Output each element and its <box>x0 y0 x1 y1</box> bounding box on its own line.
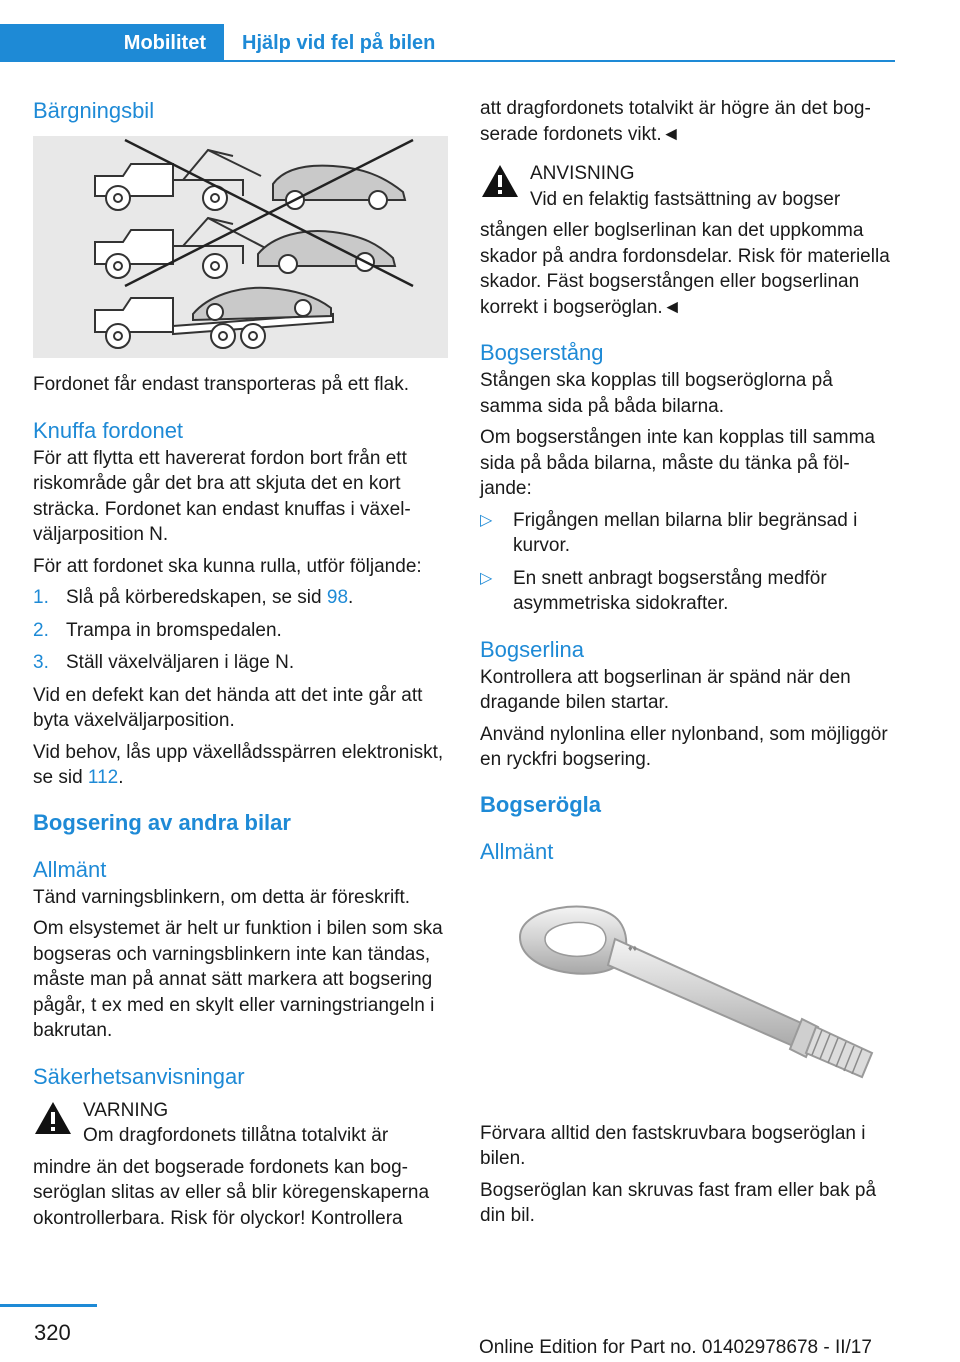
header-divider <box>224 60 895 62</box>
warning-text: mindre än det bogserade fordonets kan bogseröglan slitas av eller så blir köregenskaperna okontrollerbara. Risk för olyckor! Kontrollera <box>33 1156 430 1229</box>
section-title-allmant: Allmänt <box>33 856 107 882</box>
notice-text: stången eller boglserlinan kan det uppkomma skador på andra fordonsdelar. Risk för materiella skador. Fäst bogserstången eller bogserlinan korrekt i bogseröglan.◄ <box>480 220 890 318</box>
step-number: 3. <box>33 652 49 673</box>
bullet-triangle-icon: ▷ <box>480 569 493 587</box>
step-item <box>33 650 448 676</box>
warning-continuation: att dragfordonets totalvikt är högre än det bogserade fordonets vikt.◄ <box>480 98 871 145</box>
bullet-text: Frigången mellan bilarna blir begränsad i kurvor. <box>513 509 858 556</box>
bogserstang-paragraph-1: Stången ska kopplas till bogseröglorna på samma sida på båda bilarna. <box>480 370 833 417</box>
step-number: 2. <box>33 619 49 641</box>
bogserstang-bullets <box>480 508 895 617</box>
section-title-knuffa: Knuffa fordonet <box>33 417 184 443</box>
step-text: Slå på körberedskapen, se sid <box>66 587 327 608</box>
knuffa-paragraph-2: För att fordonet ska kunna rulla, utför följande: <box>33 555 422 577</box>
step-number: 1. <box>33 587 49 608</box>
left-column <box>33 96 448 1237</box>
tab-mobilitet-label: Mobilitet <box>123 32 206 54</box>
step-text: Ställ växelväljaren i läge N. <box>66 652 295 673</box>
allmant-paragraph-1: Tänd varningsblinkern, om detta är föreskrift. <box>33 886 411 908</box>
bogserstang-paragraph-2: Om bogserstången inte kan kopplas till samma sida på båda bilarna, måste du tänka på följande: <box>480 427 875 499</box>
section-title-bargningsbil: Bärgningsbil <box>33 98 155 123</box>
svg-text:♦♦: ♦♦ <box>628 942 638 953</box>
step-item <box>33 585 448 611</box>
notice-first-line: Vid en felaktig fastsättning av bogser <box>530 188 841 210</box>
warning-first-line: Om dragfordonets tillåtna totalvikt är <box>83 1125 389 1146</box>
tow-truck-illustration <box>33 136 448 358</box>
warning-block <box>33 1098 448 1149</box>
knuffa-steps <box>33 585 448 676</box>
step-text-end: . <box>348 587 354 608</box>
page-link-98[interactable]: 98 <box>326 587 349 608</box>
towing-eye-drawing <box>480 887 895 1107</box>
page-header <box>0 24 895 62</box>
bogserlina-paragraph-1: Kontrollera att bogserlinan är spänd när den dragande bilen startar. <box>480 666 851 713</box>
bogserlina-paragraph-2: Använd nylonlina eller nylonband, som möjliggör en ryckfri bogsering. <box>480 723 888 770</box>
notice-triangle-icon <box>480 163 520 199</box>
section-title-bogsering: Bogsering av andra bilar <box>33 809 291 835</box>
section-title-bogserogla: Bogserögla <box>480 791 602 817</box>
step-item <box>33 618 448 644</box>
figure-caption: Fordonet får endast transporteras på ett flak. <box>33 374 409 395</box>
tab-mobilitet[interactable] <box>0 24 224 62</box>
bullet-text: En snett anbragt bogserstång medför asymmetriska sidokrafter. <box>513 567 827 614</box>
bullet-triangle-icon: ▷ <box>480 511 493 529</box>
warning-triangle-icon <box>33 1100 73 1136</box>
bullet-item <box>480 566 895 617</box>
notice-block <box>480 161 895 212</box>
warning-label: VARNING <box>83 1099 169 1121</box>
knuffa-paragraph-3: Vid en defekt kan det hända att det inte går att byta växelväljarposition. <box>33 684 423 731</box>
right-column <box>480 96 895 1235</box>
page-link-112[interactable]: 112 <box>87 767 119 788</box>
page-number: 320 <box>34 1320 71 1345</box>
knuffa-paragraph-4 <box>33 740 448 791</box>
step-text: Trampa in bromspedalen. <box>66 619 282 641</box>
edition-info: Online Edition for Part no. 01402978678 - II/17 <box>479 1337 872 1358</box>
footer-divider <box>0 1304 97 1307</box>
ogla-paragraph-2: Bogseröglan kan skruvas fast fram eller bak på din bil. <box>480 1179 877 1226</box>
section-title-sakerhet: Säkerhetsanvisningar <box>33 1063 245 1089</box>
tow-truck-drawing <box>33 136 448 358</box>
allmant-paragraph-2: Om elsystemet är helt ur funktion i bilen som ska bogseras och varningsblinkern inte kan tändas, måste man på annat sätt markera att bogsering pågår, t ex med en skylt eller varningstriangeln i bakrutan. <box>33 918 443 1041</box>
notice-label: ANVISNING <box>530 163 635 184</box>
section-title-bogserlina: Bogserlina <box>480 636 584 662</box>
tab-hjalp-vid-fel[interactable] <box>224 24 895 62</box>
knuffa-paragraph-1: För att flytta ett havererat fordon bort från ett riskområde går det bra att skjuta det en kort sträcka. Fordonet kan endast knuffas i växelväljarposition N. <box>33 447 411 545</box>
ogla-paragraph-1: Förvara alltid den fastskruvbara bogseröglan i bilen. <box>480 1122 866 1169</box>
section-title-allmant-2: Allmänt <box>480 838 554 864</box>
towing-eye-illustration <box>480 887 895 1107</box>
tab-hjalp-vid-fel-label: Hjälp vid fel på bilen <box>242 32 436 54</box>
section-title-bogserstang: Bogserstång <box>480 340 604 365</box>
bullet-item <box>480 508 895 559</box>
knuffa-paragraph-4-text: Vid behov, lås upp växellådsspärren elektroniskt, se sid <box>33 741 444 788</box>
knuffa-paragraph-4-end: . <box>118 767 124 788</box>
